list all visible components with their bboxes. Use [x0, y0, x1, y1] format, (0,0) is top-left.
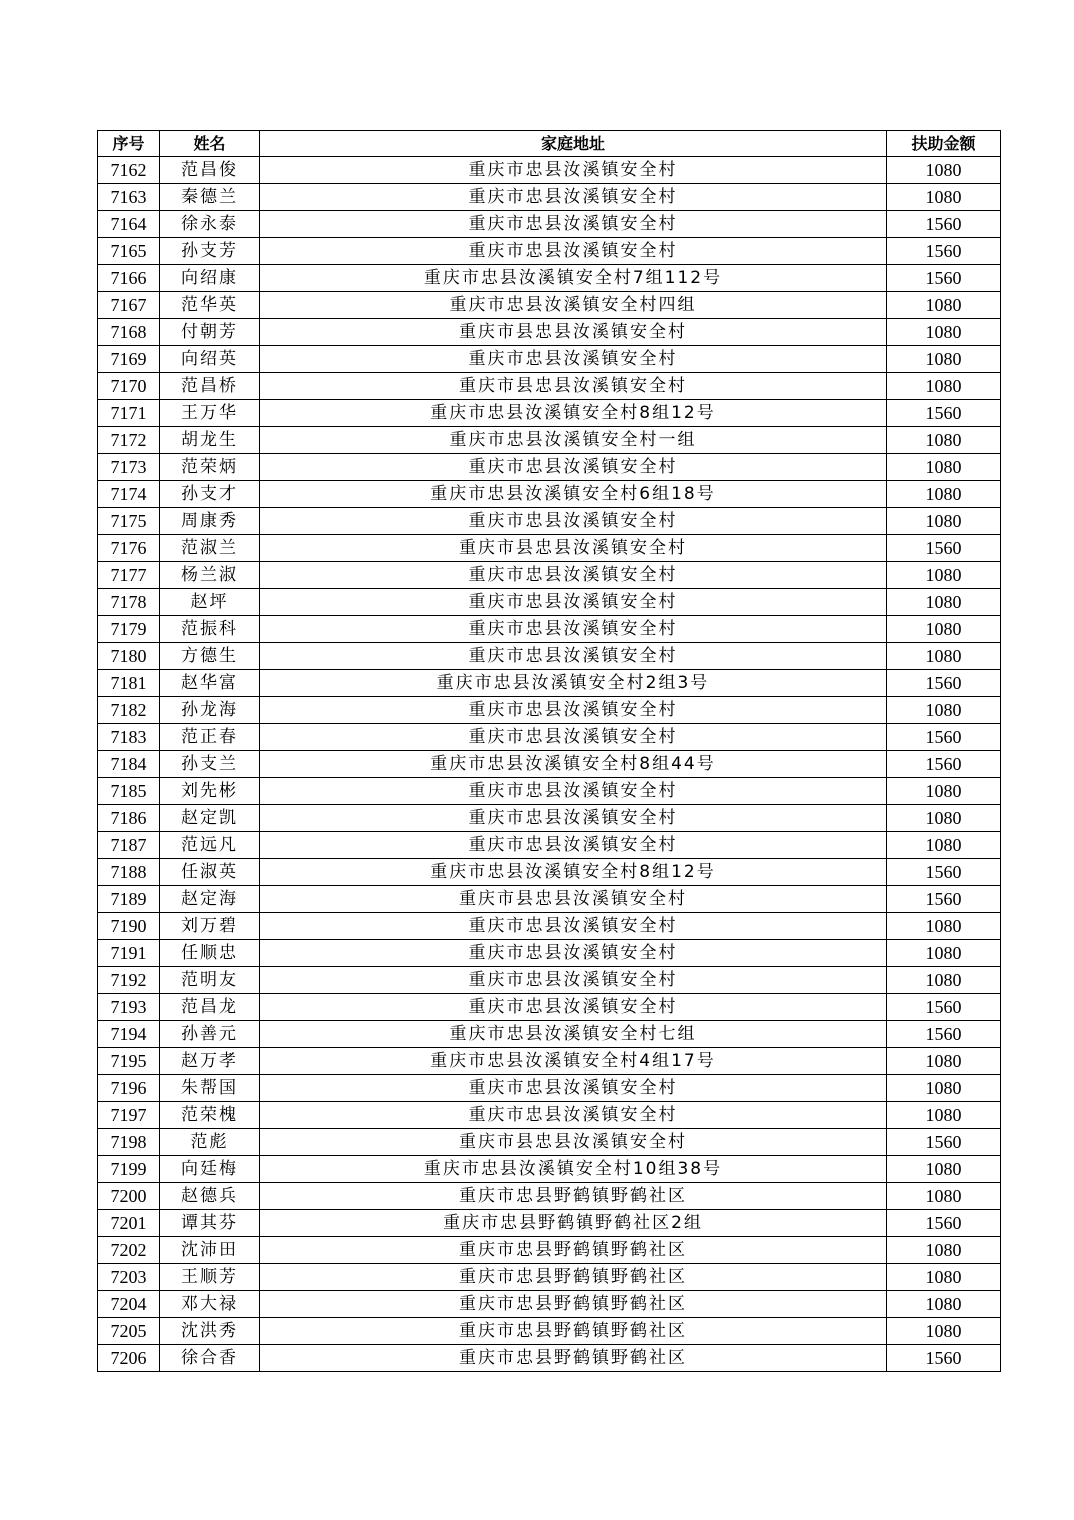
cell-serial-number: 7187 [98, 832, 160, 859]
cell-address: 重庆市忠县汝溪镇安全村 [260, 832, 887, 859]
cell-address: 重庆市忠县汝溪镇安全村 [260, 778, 887, 805]
cell-name: 孙善元 [160, 1021, 260, 1048]
table-row [98, 859, 1001, 886]
cell-name: 范正春 [160, 724, 260, 751]
cell-serial-number: 7203 [98, 1264, 160, 1291]
table-row [98, 994, 1001, 1021]
table-body [98, 157, 1001, 1372]
cell-address: 重庆市忠县野鹤镇野鹤社区 [260, 1291, 887, 1318]
cell-serial-number: 7204 [98, 1291, 160, 1318]
cell-amount: 1080 [887, 1291, 1001, 1318]
cell-amount: 1080 [887, 373, 1001, 400]
cell-serial-number: 7164 [98, 211, 160, 238]
cell-amount: 1080 [887, 643, 1001, 670]
cell-amount: 1080 [887, 157, 1001, 184]
cell-address: 重庆市忠县汝溪镇安全村 [260, 697, 887, 724]
table-row [98, 346, 1001, 373]
table-row [98, 373, 1001, 400]
cell-address: 重庆市忠县汝溪镇安全村10组38号 [260, 1156, 887, 1183]
cell-name: 孙支芳 [160, 238, 260, 265]
cell-name: 方德生 [160, 643, 260, 670]
cell-address: 重庆市忠县汝溪镇安全村七组 [260, 1021, 887, 1048]
subsidy-table [97, 130, 1001, 1372]
cell-amount: 1560 [887, 724, 1001, 751]
table-row [98, 427, 1001, 454]
cell-name: 范振科 [160, 616, 260, 643]
cell-name: 赵定凯 [160, 805, 260, 832]
cell-address: 重庆市县忠县汝溪镇安全村 [260, 1129, 887, 1156]
cell-address: 重庆市忠县汝溪镇安全村四组 [260, 292, 887, 319]
cell-amount: 1560 [887, 751, 1001, 778]
cell-address: 重庆市忠县汝溪镇安全村 [260, 994, 887, 1021]
cell-address: 重庆市忠县汝溪镇安全村4组17号 [260, 1048, 887, 1075]
table-row [98, 940, 1001, 967]
table-row [98, 589, 1001, 616]
cell-amount: 1080 [887, 292, 1001, 319]
cell-serial-number: 7188 [98, 859, 160, 886]
cell-serial-number: 7193 [98, 994, 160, 1021]
cell-serial-number: 7168 [98, 319, 160, 346]
cell-name: 徐永泰 [160, 211, 260, 238]
cell-serial-number: 7173 [98, 454, 160, 481]
table-row [98, 508, 1001, 535]
cell-serial-number: 7189 [98, 886, 160, 913]
table-row [98, 1102, 1001, 1129]
cell-address: 重庆市忠县汝溪镇安全村 [260, 238, 887, 265]
cell-address: 重庆市忠县汝溪镇安全村8组12号 [260, 859, 887, 886]
cell-amount: 1080 [887, 184, 1001, 211]
cell-amount: 1080 [887, 562, 1001, 589]
table-row [98, 1237, 1001, 1264]
cell-amount: 1080 [887, 1237, 1001, 1264]
table-row [98, 967, 1001, 994]
cell-amount: 1080 [887, 427, 1001, 454]
cell-serial-number: 7162 [98, 157, 160, 184]
cell-amount: 1560 [887, 535, 1001, 562]
cell-name: 王顺芳 [160, 1264, 260, 1291]
table-row [98, 1318, 1001, 1345]
cell-serial-number: 7179 [98, 616, 160, 643]
cell-name: 周康秀 [160, 508, 260, 535]
cell-serial-number: 7198 [98, 1129, 160, 1156]
cell-serial-number: 7170 [98, 373, 160, 400]
table-row [98, 1345, 1001, 1372]
cell-serial-number: 7176 [98, 535, 160, 562]
cell-name: 付朝芳 [160, 319, 260, 346]
cell-name: 范明友 [160, 967, 260, 994]
cell-amount: 1080 [887, 967, 1001, 994]
subsidy-table-container [97, 130, 1000, 1372]
cell-amount: 1560 [887, 886, 1001, 913]
cell-amount: 1080 [887, 1048, 1001, 1075]
cell-name: 沈洪秀 [160, 1318, 260, 1345]
cell-amount: 1560 [887, 1021, 1001, 1048]
cell-name: 范昌桥 [160, 373, 260, 400]
table-row [98, 832, 1001, 859]
cell-serial-number: 7199 [98, 1156, 160, 1183]
table-row [98, 319, 1001, 346]
table-row [98, 211, 1001, 238]
cell-name: 赵定海 [160, 886, 260, 913]
table-row [98, 265, 1001, 292]
cell-serial-number: 7202 [98, 1237, 160, 1264]
cell-address: 重庆市忠县汝溪镇安全村 [260, 643, 887, 670]
cell-amount: 1560 [887, 994, 1001, 1021]
table-row [98, 1210, 1001, 1237]
cell-address: 重庆市忠县汝溪镇安全村 [260, 157, 887, 184]
cell-serial-number: 7175 [98, 508, 160, 535]
cell-address: 重庆市忠县汝溪镇安全村8组12号 [260, 400, 887, 427]
cell-address: 重庆市忠县汝溪镇安全村 [260, 724, 887, 751]
cell-address: 重庆市忠县野鹤镇野鹤社区 [260, 1318, 887, 1345]
table-row [98, 670, 1001, 697]
cell-serial-number: 7201 [98, 1210, 160, 1237]
cell-name: 谭其芬 [160, 1210, 260, 1237]
cell-name: 杨兰淑 [160, 562, 260, 589]
cell-serial-number: 7186 [98, 805, 160, 832]
cell-amount: 1080 [887, 589, 1001, 616]
cell-serial-number: 7190 [98, 913, 160, 940]
cell-amount: 1560 [887, 859, 1001, 886]
cell-name: 范华英 [160, 292, 260, 319]
cell-serial-number: 7169 [98, 346, 160, 373]
header-subsidy-amount: 扶助金额 [887, 131, 1001, 157]
cell-serial-number: 7206 [98, 1345, 160, 1372]
cell-serial-number: 7184 [98, 751, 160, 778]
table-row [98, 913, 1001, 940]
cell-amount: 1080 [887, 454, 1001, 481]
cell-address: 重庆市忠县野鹤镇野鹤社区 [260, 1237, 887, 1264]
cell-serial-number: 7192 [98, 967, 160, 994]
cell-amount: 1080 [887, 1156, 1001, 1183]
table-row [98, 616, 1001, 643]
cell-amount: 1080 [887, 346, 1001, 373]
cell-serial-number: 7166 [98, 265, 160, 292]
cell-address: 重庆市县忠县汝溪镇安全村 [260, 535, 887, 562]
cell-amount: 1560 [887, 211, 1001, 238]
table-row [98, 1021, 1001, 1048]
cell-amount: 1560 [887, 1210, 1001, 1237]
cell-amount: 1080 [887, 940, 1001, 967]
cell-name: 孙龙海 [160, 697, 260, 724]
cell-name: 范昌龙 [160, 994, 260, 1021]
cell-address: 重庆市忠县野鹤镇野鹤社区 [260, 1183, 887, 1210]
cell-amount: 1560 [887, 670, 1001, 697]
table-row [98, 292, 1001, 319]
cell-name: 秦德兰 [160, 184, 260, 211]
cell-address: 重庆市忠县汝溪镇安全村8组44号 [260, 751, 887, 778]
cell-amount: 1080 [887, 778, 1001, 805]
cell-serial-number: 7178 [98, 589, 160, 616]
cell-address: 重庆市忠县汝溪镇安全村 [260, 940, 887, 967]
cell-address: 重庆市县忠县汝溪镇安全村 [260, 319, 887, 346]
table-row [98, 1183, 1001, 1210]
cell-serial-number: 7195 [98, 1048, 160, 1075]
cell-address: 重庆市忠县汝溪镇安全村 [260, 508, 887, 535]
header-serial-number: 序号 [98, 131, 160, 157]
cell-amount: 1080 [887, 616, 1001, 643]
cell-serial-number: 7165 [98, 238, 160, 265]
cell-name: 任淑英 [160, 859, 260, 886]
cell-serial-number: 7200 [98, 1183, 160, 1210]
table-row [98, 400, 1001, 427]
cell-address: 重庆市忠县汝溪镇安全村7组112号 [260, 265, 887, 292]
cell-amount: 1080 [887, 481, 1001, 508]
cell-address: 重庆市忠县汝溪镇安全村 [260, 1102, 887, 1129]
table-row [98, 1264, 1001, 1291]
cell-address: 重庆市忠县汝溪镇安全村 [260, 1075, 887, 1102]
table-row [98, 697, 1001, 724]
cell-address: 重庆市忠县汝溪镇安全村 [260, 454, 887, 481]
cell-name: 向绍康 [160, 265, 260, 292]
cell-address: 重庆市忠县汝溪镇安全村 [260, 805, 887, 832]
cell-address: 重庆市忠县汝溪镇安全村6组18号 [260, 481, 887, 508]
table-row [98, 1129, 1001, 1156]
table-row [98, 562, 1001, 589]
cell-name: 孙支才 [160, 481, 260, 508]
cell-serial-number: 7174 [98, 481, 160, 508]
cell-address: 重庆市忠县野鹤镇野鹤社区 [260, 1345, 887, 1372]
cell-name: 范昌俊 [160, 157, 260, 184]
cell-amount: 1080 [887, 508, 1001, 535]
cell-address: 重庆市忠县汝溪镇安全村 [260, 589, 887, 616]
cell-amount: 1080 [887, 1264, 1001, 1291]
cell-address: 重庆市忠县汝溪镇安全村 [260, 346, 887, 373]
cell-serial-number: 7182 [98, 697, 160, 724]
table-row [98, 454, 1001, 481]
cell-address: 重庆市忠县汝溪镇安全村一组 [260, 427, 887, 454]
cell-serial-number: 7183 [98, 724, 160, 751]
cell-name: 范淑兰 [160, 535, 260, 562]
cell-amount: 1080 [887, 832, 1001, 859]
cell-address: 重庆市忠县汝溪镇安全村 [260, 211, 887, 238]
table-row [98, 481, 1001, 508]
cell-serial-number: 7194 [98, 1021, 160, 1048]
cell-name: 邓大禄 [160, 1291, 260, 1318]
table-row [98, 1291, 1001, 1318]
cell-name: 朱帮国 [160, 1075, 260, 1102]
cell-name: 范远凡 [160, 832, 260, 859]
cell-serial-number: 7163 [98, 184, 160, 211]
cell-amount: 1080 [887, 913, 1001, 940]
cell-serial-number: 7197 [98, 1102, 160, 1129]
cell-amount: 1080 [887, 1318, 1001, 1345]
table-row [98, 1075, 1001, 1102]
cell-address: 重庆市县忠县汝溪镇安全村 [260, 373, 887, 400]
cell-name: 刘万碧 [160, 913, 260, 940]
cell-name: 赵坪 [160, 589, 260, 616]
cell-name: 赵万孝 [160, 1048, 260, 1075]
table-row [98, 184, 1001, 211]
cell-name: 胡龙生 [160, 427, 260, 454]
cell-serial-number: 7171 [98, 400, 160, 427]
cell-amount: 1560 [887, 238, 1001, 265]
cell-name: 王万华 [160, 400, 260, 427]
cell-amount: 1080 [887, 319, 1001, 346]
cell-amount: 1080 [887, 1102, 1001, 1129]
cell-name: 沈沛田 [160, 1237, 260, 1264]
cell-name: 徐合香 [160, 1345, 260, 1372]
cell-amount: 1080 [887, 1075, 1001, 1102]
cell-name: 赵华富 [160, 670, 260, 697]
cell-address: 重庆市忠县汝溪镇安全村 [260, 913, 887, 940]
cell-address: 重庆市忠县汝溪镇安全村 [260, 184, 887, 211]
cell-serial-number: 7180 [98, 643, 160, 670]
cell-address: 重庆市忠县汝溪镇安全村 [260, 562, 887, 589]
table-row [98, 1156, 1001, 1183]
cell-amount: 1080 [887, 697, 1001, 724]
cell-serial-number: 7191 [98, 940, 160, 967]
cell-name: 范荣槐 [160, 1102, 260, 1129]
cell-amount: 1560 [887, 1345, 1001, 1372]
cell-address: 重庆市忠县野鹤镇野鹤社区 [260, 1264, 887, 1291]
table-row [98, 805, 1001, 832]
table-row [98, 157, 1001, 184]
cell-name: 任顺忠 [160, 940, 260, 967]
cell-address: 重庆市忠县汝溪镇安全村2组3号 [260, 670, 887, 697]
cell-amount: 1560 [887, 265, 1001, 292]
cell-amount: 1080 [887, 1183, 1001, 1210]
table-row [98, 238, 1001, 265]
cell-name: 刘先彬 [160, 778, 260, 805]
cell-amount: 1080 [887, 805, 1001, 832]
cell-serial-number: 7181 [98, 670, 160, 697]
cell-name: 范荣炳 [160, 454, 260, 481]
cell-name: 向绍英 [160, 346, 260, 373]
cell-name: 赵德兵 [160, 1183, 260, 1210]
cell-address: 重庆市忠县汝溪镇安全村 [260, 616, 887, 643]
cell-serial-number: 7172 [98, 427, 160, 454]
table-row [98, 886, 1001, 913]
table-row [98, 535, 1001, 562]
cell-serial-number: 7205 [98, 1318, 160, 1345]
cell-name: 向廷梅 [160, 1156, 260, 1183]
table-row [98, 1048, 1001, 1075]
cell-serial-number: 7177 [98, 562, 160, 589]
cell-amount: 1560 [887, 400, 1001, 427]
header-name: 姓名 [160, 131, 260, 157]
table-row [98, 724, 1001, 751]
cell-serial-number: 7196 [98, 1075, 160, 1102]
table-row [98, 778, 1001, 805]
header-home-address: 家庭地址 [260, 131, 887, 157]
table-header-row [98, 131, 1001, 157]
table-row [98, 751, 1001, 778]
cell-address: 重庆市忠县野鹤镇野鹤社区2组 [260, 1210, 887, 1237]
cell-serial-number: 7185 [98, 778, 160, 805]
cell-address: 重庆市县忠县汝溪镇安全村 [260, 886, 887, 913]
cell-amount: 1560 [887, 1129, 1001, 1156]
cell-address: 重庆市忠县汝溪镇安全村 [260, 967, 887, 994]
cell-serial-number: 7167 [98, 292, 160, 319]
table-row [98, 643, 1001, 670]
cell-name: 孙支兰 [160, 751, 260, 778]
cell-name: 范彪 [160, 1129, 260, 1156]
